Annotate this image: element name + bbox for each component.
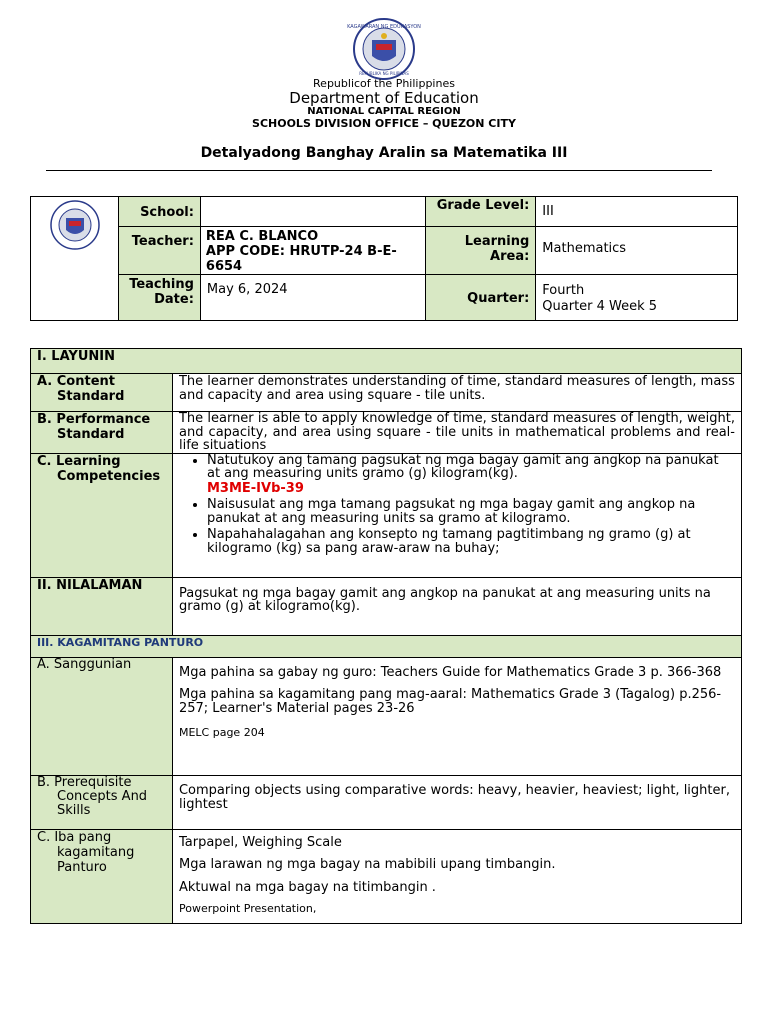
iba-item-2: Mga larawan ng mga bagay na mabibili upang timbangin. bbox=[178, 856, 556, 872]
school-label: School: bbox=[118, 197, 200, 227]
sanggunian-item-1: Mga pahina sa gabay ng guro: Teachers Guide for Mathematics Grade 3 p. 366-368 bbox=[178, 664, 722, 680]
info-table bbox=[30, 196, 738, 321]
svg-text:KAGAWARAN NG EDUKASYON: KAGAWARAN NG EDUKASYON bbox=[347, 24, 421, 30]
svg-text:REPUBLIKA NG PILIPINAS: REPUBLIKA NG PILIPINAS bbox=[359, 71, 409, 76]
quarter-value bbox=[536, 275, 738, 321]
sanggunian-content bbox=[172, 657, 741, 775]
competency-item-2: • Naisusulat ang mga tamang pagsukat ng mga bagay gamit ang angkop na panukat at ang measuring units sa gramo at kilogramo. bbox=[207, 498, 735, 525]
iba-item-4: Powerpoint Presentation, bbox=[178, 901, 317, 915]
iba-content bbox=[172, 829, 741, 923]
teacher-code: APP CODE: HRUTP-24 B-E-6654 bbox=[205, 244, 397, 274]
area-value: Mathematics bbox=[536, 227, 738, 275]
competency-text-1: Natutukoy ang tamang pagsukat ng mga bagay gamit ang angkop na panukat at ang measuring units gramo (g) kilogram(kg). bbox=[206, 452, 719, 481]
teacher-label: Teacher: bbox=[118, 227, 200, 275]
quarter-line-2: Quarter 4 Week 5 bbox=[542, 299, 658, 314]
prereq-label: B. Prerequisite Concepts And Skills bbox=[31, 775, 173, 829]
content-standard-label: A. Content Standard bbox=[31, 374, 173, 412]
performance-standard-text: The learner is able to apply knowledge of time, standard measures of length, weight, and capacity, and area using square - tile units in mathematical problems and real-life situations bbox=[172, 412, 741, 454]
grade-label: Grade Level: bbox=[426, 197, 536, 227]
republic-label: Republicof the Philippines bbox=[313, 77, 455, 90]
performance-standard-label: B. Performance Standard bbox=[31, 412, 173, 454]
sanggunian-label: A. Sanggunian bbox=[31, 657, 173, 775]
competencies-list bbox=[172, 453, 741, 577]
area-label: Learning Area: bbox=[426, 227, 536, 275]
layunin-heading: I. LAYUNIN bbox=[31, 349, 742, 374]
competency-item-1 bbox=[207, 454, 735, 496]
competencies-label: C. Learning Competencies bbox=[31, 453, 173, 577]
quarter-label: Quarter: bbox=[426, 275, 536, 321]
competency-code: M3ME-IVb-39 bbox=[206, 480, 304, 496]
sanggunian-item-2: Mga pahina sa kagamitang pang mag-aaral: Mathematics Grade 3 (Tagalog) p.256-257; Learner's Material pages 23-26 bbox=[178, 686, 722, 716]
division-label: SCHOOLS DIVISION OFFICE – QUEZON CITY bbox=[252, 117, 516, 130]
deped-seal-small-logo bbox=[49, 199, 101, 251]
region-label: NATIONAL CAPITAL REGION bbox=[307, 106, 461, 117]
seal-cell bbox=[31, 197, 119, 321]
lesson-plan-table bbox=[30, 348, 742, 924]
nilalaman-text: Pagsukat ng mga bagay gamit ang angkop na panukat at ang measuring units na gramo (g) at kilogramo(kg). bbox=[172, 577, 741, 635]
title-divider bbox=[46, 170, 712, 171]
iba-label: C. Iba pang kagamitang Panturo bbox=[31, 829, 173, 923]
date-value: May 6, 2024 bbox=[200, 275, 426, 321]
content-standard-text: The learner demonstrates understanding of time, standard measures of length, mass and capacity and area using square - tile units. bbox=[172, 374, 741, 412]
teacher-name: REA C. BLANCO bbox=[205, 229, 319, 244]
iba-item-3: Aktuwal na mga bagay na titimbangin . bbox=[178, 879, 436, 895]
quarter-line-1: Fourth bbox=[542, 283, 585, 298]
prereq-text: Comparing objects using comparative words: heavy, heavier, heaviest; light, lighter, lightest bbox=[172, 775, 741, 829]
competency-item-3: • Napahahalagahan ang konsepto ng tamang pagtitimbang ng gramo (g) at kilogramo (kg) sa pang araw-araw na buhay; bbox=[207, 528, 735, 555]
iba-item-1: Tarpapel, Weighing Scale bbox=[178, 834, 342, 850]
nilalaman-label: II. NILALAMAN bbox=[31, 577, 173, 635]
deped-seal-logo bbox=[342, 18, 426, 80]
date-label: Teaching Date: bbox=[118, 275, 200, 321]
department-title: Department of Education bbox=[289, 89, 479, 107]
school-value bbox=[200, 197, 426, 227]
grade-value: III bbox=[536, 197, 738, 227]
sanggunian-item-3: MELC page 204 bbox=[178, 725, 265, 739]
lesson-title: Detalyadong Banghay Aralin sa Matematika III bbox=[200, 145, 568, 161]
kagamitan-heading: III. KAGAMITANG PANTURO bbox=[31, 635, 742, 657]
teacher-value bbox=[200, 227, 426, 275]
